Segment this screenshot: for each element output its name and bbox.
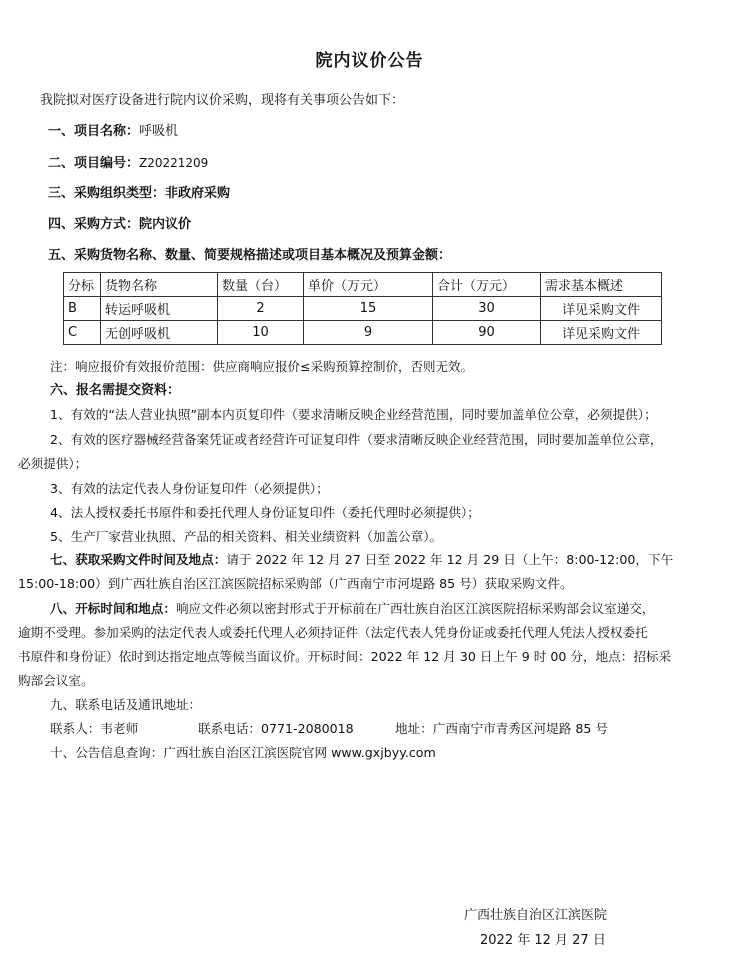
table-header: 分标 <box>64 273 101 297</box>
section-7-line-b: 15:00-18:00）到广西壮族自治区江滨医院招标采购部（广西南宁市河堤路 85 号）获取采购文件。 <box>18 576 573 591</box>
item-value: Z20221209 <box>139 156 209 170</box>
table-cell: 详见采购文件 <box>541 297 662 321</box>
section-8-label: 八、开标时间和地点： <box>50 601 176 616</box>
table-cell: 详见采购文件 <box>541 321 662 345</box>
goods-table <box>63 272 662 345</box>
item-project-number <box>48 154 208 173</box>
table-cell: 90 <box>433 321 541 345</box>
table-header: 数量（台） <box>218 273 304 297</box>
section-7-text: 请于 2022 年 12 月 27 日至 2022 年 12 月 29 日（上午：8:00-12:00，下午 <box>226 552 674 567</box>
section-7-line-a <box>50 551 673 569</box>
contact-phone: 联系电话：0771-2080018 <box>198 721 354 736</box>
section-6-line-3: 3、有效的法定代表人身份证复印件（必须提供）； <box>50 481 329 496</box>
section-8-line-b: 逾期不受理。参加采购的法定代表人或委托代理人必须持证件（法定代表人凭身份证或委托代理人凭法人授权委托 <box>18 625 648 640</box>
table-header-row <box>64 273 662 297</box>
item-organization-type <box>48 185 230 203</box>
section-8-line-a <box>50 600 655 618</box>
table-cell: B <box>64 297 101 321</box>
signature-date: 2022 年 12 月 27 日 <box>480 933 606 948</box>
section-10-text: 十、公告信息查询：广西壮族自治区江滨医院官网 www.gxjbyy.com <box>50 745 436 760</box>
intro-text: 我院拟对医疗设备进行院内议价采购，现将有关事项公告如下： <box>40 93 405 108</box>
item-value: 院内议价 <box>139 217 192 232</box>
section-6-line-4: 4、法人授权委托书原件和委托代理人身份证复印件（委托代理时必须提供）； <box>50 505 480 520</box>
table-cell: 转运呼吸机 <box>101 297 218 321</box>
item-project-name <box>48 123 178 141</box>
item-goods-heading: 五、采购货物名称、数量、简要规格描述或项目基本概况及预算金额： <box>48 248 452 263</box>
section-8-text: 响应文件必须以密封形式于开标前在广西壮族自治区江滨医院招标采购部会议室递交， <box>175 601 655 616</box>
page-title: 院内议价公告 <box>315 51 424 71</box>
section-6-line-1: 1、有效的“法人营业执照”副本内页复印件（要求清晰反映企业经营范围，同时要加盖单位公章，必须提供）； <box>50 407 657 422</box>
section-8-line-c: 书原件和身份证）依时到达指定地点等候当面议价。开标时间：2022 年 12 月 30 日上午 9 时 00 分，地点：招标采 <box>18 649 672 664</box>
table-cell: 30 <box>433 297 541 321</box>
signature-org: 广西壮族自治区江滨医院 <box>464 908 608 923</box>
item-procurement-method <box>48 216 191 234</box>
section-6-line-2b: 必须提供）； <box>18 456 88 471</box>
table-cell: 9 <box>304 321 433 345</box>
table-header: 合计（万元） <box>433 273 541 297</box>
section-9-heading: 九、联系电话及通讯地址： <box>50 697 202 712</box>
item-label: 三、采购组织类型： <box>48 186 166 201</box>
table-row <box>64 321 662 345</box>
contact-address: 地址：广西南宁市青秀区河堤路 85 号 <box>395 721 608 736</box>
section-8-line-d: 购部会议室。 <box>18 673 94 688</box>
section-7-label: 七、获取采购文件时间及地点： <box>50 552 227 567</box>
item-label: 四、采购方式： <box>48 217 140 232</box>
table-row <box>64 297 662 321</box>
table-header: 货物名称 <box>101 273 218 297</box>
section-6-line-2a: 2、有效的医疗器械经营备案凭证或者经营许可证复印件（要求清晰反映企业经营范围，同时要加盖单位公章， <box>50 432 663 447</box>
price-note: 注：响应报价有效报价范围：供应商响应报价≤采购预算控制价，否则无效。 <box>50 359 473 374</box>
table-cell: C <box>64 321 101 345</box>
item-label: 二、项目编号： <box>48 156 140 171</box>
section-6-heading: 六、报名需提交资料： <box>50 383 181 398</box>
contact-person: 联系人：韦老师 <box>50 721 139 736</box>
item-label: 一、项目名称： <box>48 124 140 139</box>
table-header: 需求基本概述 <box>541 273 662 297</box>
table-cell: 2 <box>218 297 304 321</box>
table-cell: 15 <box>304 297 433 321</box>
table-cell: 10 <box>218 321 304 345</box>
section-6-line-5: 5、生产厂家营业执照、产品的相关资料、相关业绩资料（加盖公章）。 <box>50 529 443 544</box>
item-value: 呼吸机 <box>139 124 179 139</box>
item-value: 非政府采购 <box>165 186 231 201</box>
table-header: 单价（万元） <box>304 273 433 297</box>
table-cell: 无创呼吸机 <box>101 321 218 345</box>
